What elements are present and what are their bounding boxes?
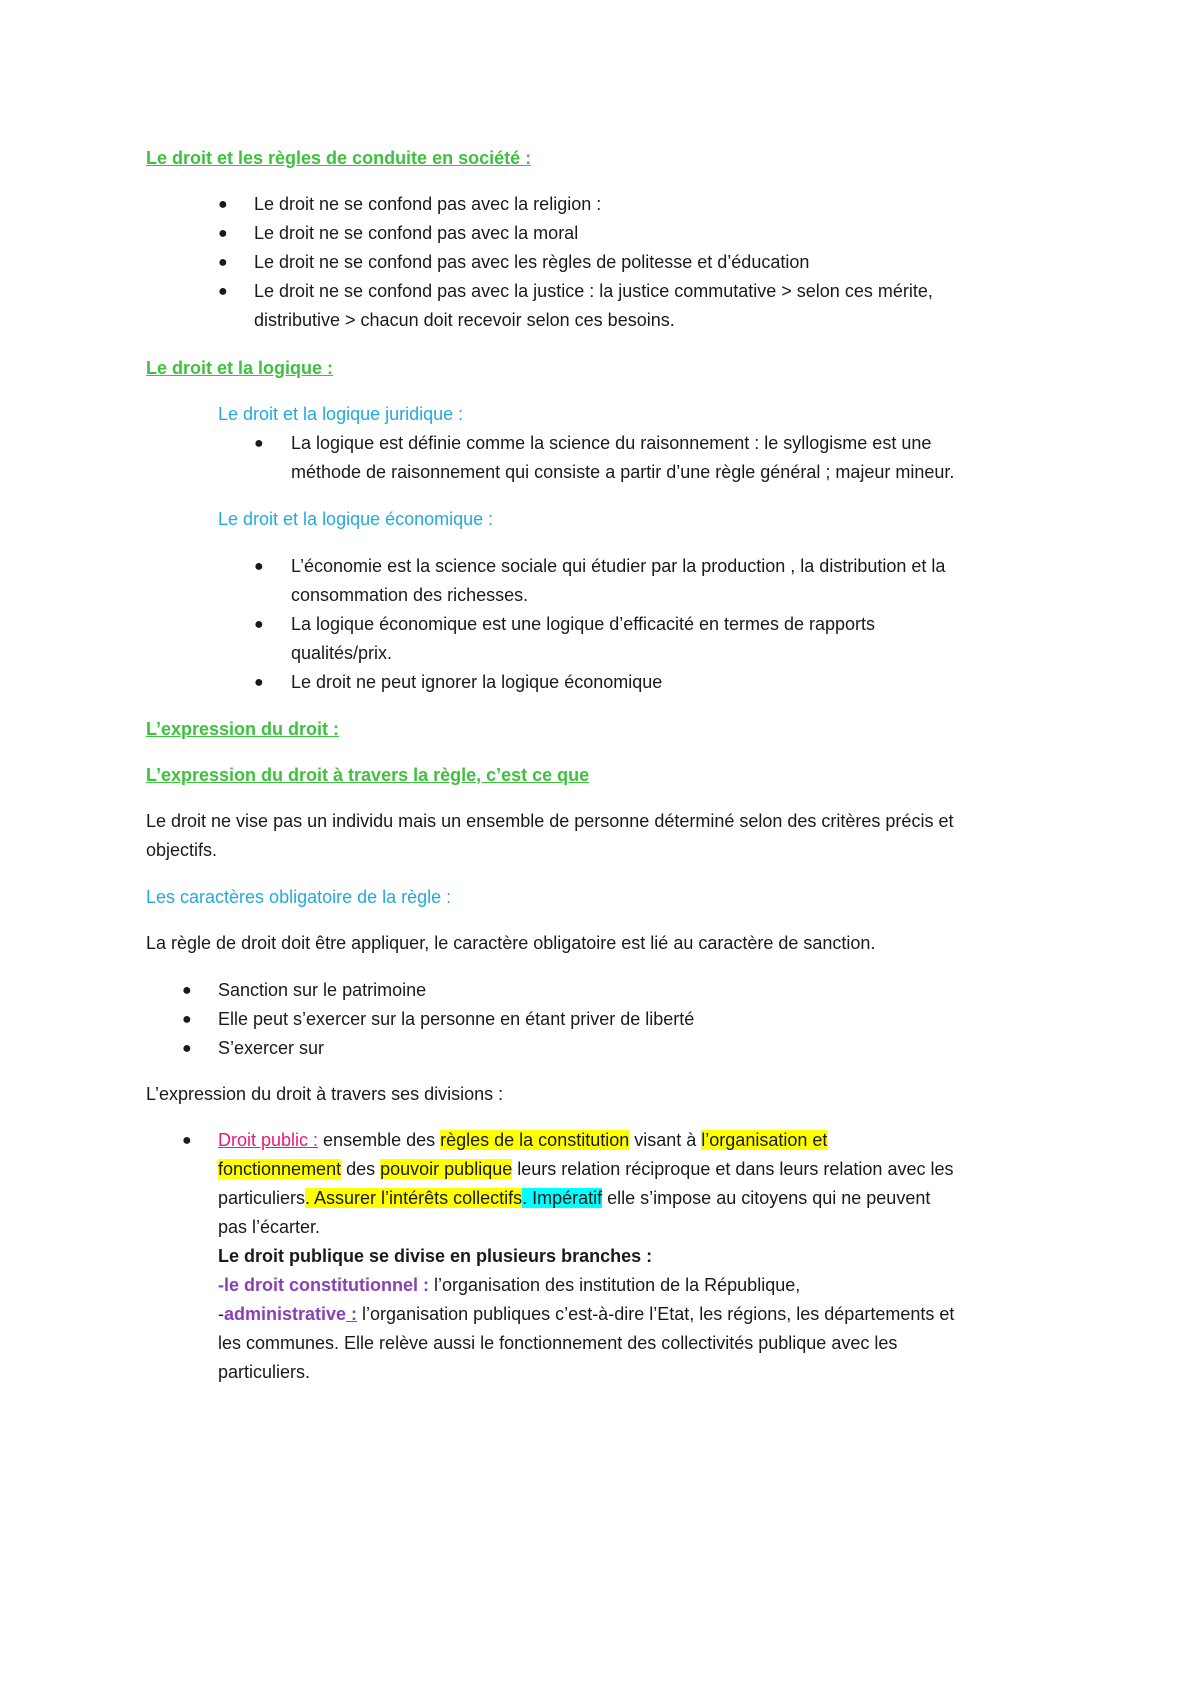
- bullet-icon: ●: [182, 1132, 192, 1149]
- droit-public-line-4: pas l’écarter.: [218, 1217, 321, 1237]
- section-heading: L’expression du droit :: [146, 719, 340, 739]
- text-run: l’organisation des institution de la République,: [428, 1275, 801, 1295]
- paragraph-line: La règle de droit doit être appliquer, le caractère obligatoire est lié au caractère de sanction.: [146, 933, 876, 953]
- text-run: visant à: [629, 1130, 702, 1150]
- branches-heading: Le droit publique se divise en plusieurs branches :: [218, 1246, 653, 1266]
- droit-public-line-2: [218, 1155, 953, 1184]
- paragraph-line: objectifs.: [146, 840, 218, 860]
- droit-public-label: Droit public :: [218, 1130, 319, 1150]
- subsection-heading: Le droit et la logique juridique :: [218, 404, 464, 424]
- droit-public-line-3: [218, 1184, 930, 1213]
- list-item-continuation: distributive > chacun doit recevoir selon ces besoins.: [254, 310, 675, 330]
- branch-administrative: [218, 1300, 954, 1329]
- list-item: Sanction sur le patrimoine: [218, 980, 427, 1000]
- bullet-icon: ●: [218, 196, 228, 213]
- paragraph-line: L’expression du droit à travers ses divisions :: [146, 1084, 504, 1104]
- bullet-icon: ●: [254, 435, 264, 452]
- bullet-icon: ●: [182, 1011, 192, 1028]
- branch-colon: :: [346, 1304, 358, 1324]
- highlight-cyan: . Impératif: [522, 1188, 603, 1208]
- section-heading: Le droit et les règles de conduite en société :: [146, 148, 532, 168]
- bullet-icon: ●: [254, 558, 264, 575]
- text-run: -: [218, 1304, 224, 1324]
- branch-label: administrative: [224, 1304, 347, 1324]
- list-item: La logique économique est une logique d’efficacité en termes de rapports: [291, 614, 876, 634]
- list-item-continuation: qualités/prix.: [291, 643, 393, 663]
- bullet-icon: ●: [182, 982, 192, 999]
- bullet-icon: ●: [218, 283, 228, 300]
- paragraph-line: Le droit ne vise pas un individu mais un ensemble de personne déterminé selon des critères précis et: [146, 811, 954, 831]
- section-heading: Le droit et la logique :: [146, 358, 334, 378]
- list-item: La logique est définie comme la science du raisonnement : le syllogisme est une: [291, 433, 932, 453]
- text-run: elle s’impose au citoyens qui ne peuvent: [602, 1188, 931, 1208]
- text-run: des: [341, 1159, 381, 1179]
- droit-public-line-1: [218, 1126, 827, 1155]
- branch-constitutionnel: [218, 1271, 800, 1300]
- bullet-icon: ●: [182, 1040, 192, 1057]
- text-run: leurs relation réciproque et dans leurs relation avec les: [512, 1159, 954, 1179]
- list-item: Le droit ne peut ignorer la logique économique: [291, 672, 663, 692]
- subsection-heading: Les caractères obligatoire de la règle :: [146, 887, 452, 907]
- bullet-icon: ●: [218, 225, 228, 242]
- list-item: Elle peut s’exercer sur la personne en étant priver de liberté: [218, 1009, 695, 1029]
- highlight: pouvoir publique: [380, 1159, 513, 1179]
- branch-label: -le droit constitutionnel :: [218, 1275, 429, 1295]
- list-item: Le droit ne se confond pas avec la moral: [254, 223, 579, 243]
- list-item-continuation: consommation des richesses.: [291, 585, 529, 605]
- subsection-heading: Le droit et la logique économique :: [218, 509, 494, 529]
- highlight: l’organisation et: [701, 1130, 828, 1150]
- highlight: . Assurer l’intérêts collectifs: [305, 1188, 523, 1208]
- list-item-continuation: méthode de raisonnement qui consiste a partir d’une règle général ; majeur mineur.: [291, 462, 955, 482]
- highlight: règles de la constitution: [440, 1130, 630, 1150]
- bullet-icon: ●: [254, 674, 264, 691]
- list-item: Le droit ne se confond pas avec la religion :: [254, 194, 602, 214]
- bullet-icon: ●: [218, 254, 228, 271]
- text-run: l’organisation publiques c’est-à-dire l’Etat, les régions, les départements et: [357, 1304, 955, 1324]
- bullet-icon: ●: [254, 616, 264, 633]
- paragraph-line: particuliers.: [218, 1362, 311, 1382]
- list-item: S’exercer sur: [218, 1038, 325, 1058]
- text-run: ensemble des: [318, 1130, 441, 1150]
- paragraph-line: les communes. Elle relève aussi le fonctionnement des collectivités publique avec les: [218, 1333, 898, 1353]
- highlight: fonctionnement: [218, 1159, 342, 1179]
- list-item: Le droit ne se confond pas avec les règles de politesse et d’éducation: [254, 252, 810, 272]
- list-item: L’économie est la science sociale qui étudier par la production , la distribution et la: [291, 556, 946, 576]
- text-run: particuliers: [218, 1188, 306, 1208]
- list-item: Le droit ne se confond pas avec la justice : la justice commutative > selon ces mérite,: [254, 281, 933, 301]
- section-subheading: L’expression du droit à travers la règle, c’est ce que: [146, 765, 590, 785]
